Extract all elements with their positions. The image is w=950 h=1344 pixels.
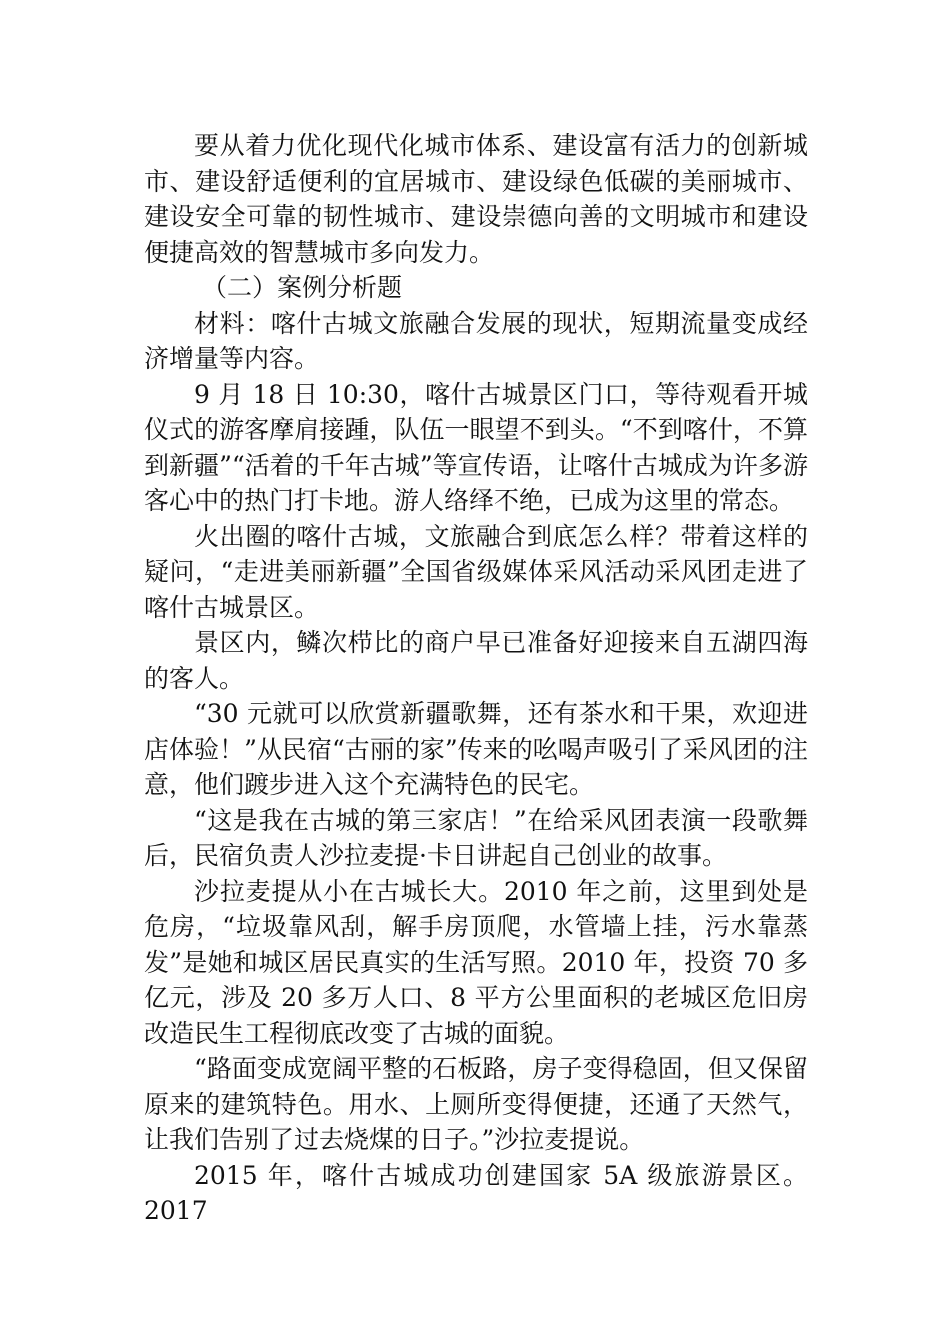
paragraph-shops: 景区内，鳞次栉比的商户早已准备好迎接来自五湖四海的客人。 (144, 628, 808, 693)
paragraph-opening-ceremony: 9 月 18 日 10:30，喀什古城景区门口，等待观看开城仪式的游客摩肩接踵，队伍一眼望不到头。“不到喀什，不算到新疆”“活着的千年古城”等宣传语，让喀什古城成为许多游客心中的热门打卡地。游人络绎不绝，已成为这里的常态。 (144, 379, 808, 515)
paragraph-5a-scenic-area: 2015 年，喀什古城成功创建国家 5A 级旅游景区。2017 (144, 1160, 808, 1225)
section-heading-case-analysis: （二）案例分析题 (202, 273, 403, 302)
paragraph-homestay-invite: “30 元就可以欣赏新疆歌舞，还有茶水和干果，欢迎进店体验！”从民宿“古丽的家”传来的吆喝声吸引了采风团的注意，他们踱步进入这个充满特色的民宅。 (144, 699, 808, 799)
document-body (144, 128, 808, 1229)
paragraph-renovation-history: 沙拉麦提从小在古城长大。2010 年之前，这里到处是危房，“垃圾靠风刮，解手房顶爬，水管墙上挂，污水靠蒸发”是她和城区居民真实的生活写照。2010 年，投资 70 多亿元，涉及 20 多万人口、8 平方公里面积的老城区危旧房改造民生工程彻底改变了古城的面貌。 (144, 876, 808, 1048)
paragraph-material-intro: 材料：喀什古城文旅融合发展的现状，短期流量变成经济增量等内容。 (144, 308, 808, 373)
paragraph-third-store: “这是我在古城的第三家店！”在给采风团表演一段歌舞后，民宿负责人沙拉麦提·卡日讲起自己创业的故事。 (144, 805, 808, 870)
paragraph-improvements-quote: “路面变成宽阔平整的石板路，房子变得稳固，但又保留原来的建筑特色。用水、上厕所变得便捷，还通了天然气，让我们告别了过去烧煤的日子。”沙拉麦提说。 (144, 1054, 808, 1154)
paragraph-media-visit: 火出圈的喀什古城，文旅融合到底怎么样？带着这样的疑问，“走进美丽新疆”全国省级媒体采风活动采风团走进了喀什古城景区。 (144, 521, 808, 622)
paragraph-urban-development: 要从着力优化现代化城市体系、建设富有活力的创新城市、建设舒适便利的宜居城市、建设绿色低碳的美丽城市、建设安全可靠的韧性城市、建设崇德向善的文明城市和建设便捷高效的智慧城市多向发力。 (144, 131, 808, 267)
